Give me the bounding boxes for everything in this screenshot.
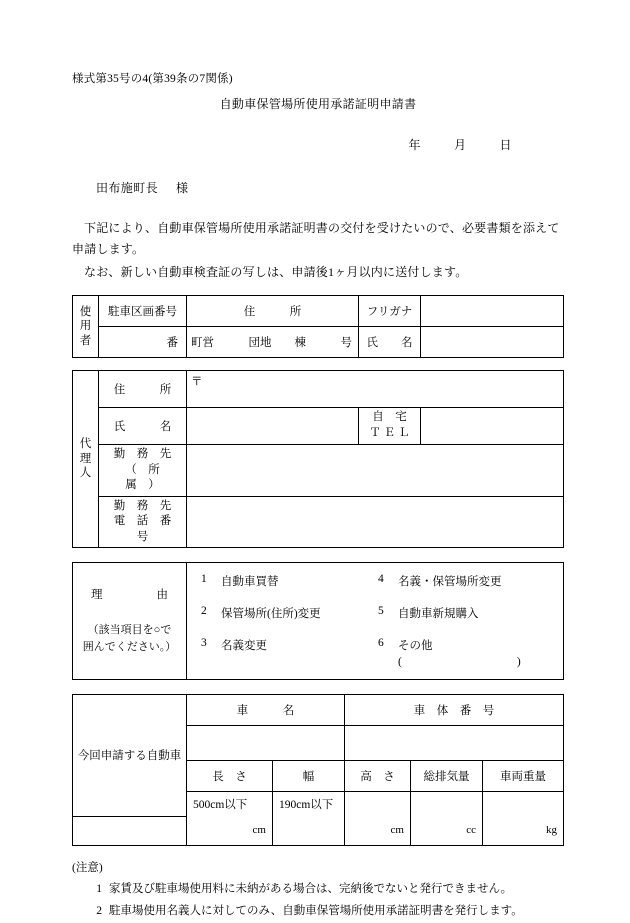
table-row (73, 445, 564, 497)
agent-name-label: 氏 名 (99, 408, 187, 445)
reason-option-number: 2 (201, 605, 207, 618)
spec-value-weight[interactable] (483, 792, 564, 817)
furigana-input[interactable] (421, 296, 564, 327)
reason-option-3[interactable] (201, 637, 378, 669)
spec-unit-displacement: cc (411, 816, 483, 845)
reason-label: 理 由 (90, 589, 179, 602)
agent-address-input[interactable]: 〒 (187, 371, 564, 408)
user-table (72, 295, 564, 358)
user-side-label: 使 用 者 (73, 296, 99, 358)
reason-option-label: 自動車買替 (221, 576, 279, 589)
car-side-label: 今回申請する自動車 (73, 695, 187, 817)
car-table (72, 694, 564, 846)
reason-option-6[interactable] (378, 637, 555, 669)
reason-option-label: 保管場所(住所)変更 (221, 608, 321, 621)
agent-workplace-input[interactable] (187, 445, 564, 497)
date-year: 年 (408, 138, 421, 152)
spec-header-width: 幅 (273, 761, 345, 792)
table-row (73, 816, 564, 845)
spec-unit-length: cm (187, 816, 273, 845)
spec-header-length: 長 さ (187, 761, 273, 792)
notes-section (72, 858, 564, 923)
name-input[interactable] (421, 327, 564, 358)
agent-work-tel-label: 勤 務 先 電 話 番 号 (99, 496, 187, 548)
reason-note-line-1: （該当項目を○で (87, 623, 172, 636)
note-number: 1 (96, 883, 102, 896)
agent-side-label: 代 理 人 (73, 371, 99, 548)
table-row (73, 327, 564, 358)
reason-option-number: 1 (201, 573, 207, 586)
form-number: 様式第35号の4(第39条の7関係) (72, 73, 233, 85)
furigana-label: フリガナ (359, 296, 421, 327)
table-row (73, 296, 564, 327)
spec-unit-width (273, 816, 345, 845)
table-row (73, 695, 564, 726)
note-text: 家賃及び駐車場使用料に未納がある場合は、完納後でないと発行できません。 (109, 883, 513, 896)
addressee-line (72, 179, 564, 196)
reason-note-line-2: 囲んでください。） (82, 641, 177, 654)
address-label: 住 所 (187, 296, 359, 327)
body-number-header: 車 体 番 号 (345, 695, 564, 726)
spec-header-height: 高 さ (345, 761, 411, 792)
spec-header-weight: 車両重量 (483, 761, 564, 792)
reason-option-label: その他( ) (397, 640, 521, 669)
agent-address-label: 住 所 (99, 371, 187, 408)
spec-unit-height: cm (345, 816, 411, 845)
reason-table (72, 562, 564, 680)
reason-option-4[interactable] (378, 573, 555, 589)
reason-option-5[interactable] (378, 605, 555, 621)
spec-value-width[interactable]: 190cm以下 (273, 792, 345, 817)
note-text: 駐車場使用名義人に対してのみ、自動車保管場所使用承諾証明書を発行します。 (109, 905, 523, 918)
addressee-name: 田布施町長 (96, 181, 159, 195)
body-paragraph-2: なお、新しい自動車検査証の写しは、申請後1ヶ月以内に送付します。 (84, 265, 468, 279)
document-title: 自動車保管場所使用承諾証明申請書 (219, 97, 417, 111)
body-number-input[interactable] (345, 726, 564, 761)
date-line (72, 136, 564, 153)
spec-unit-weight: kg (483, 816, 564, 845)
reason-option-label: 自動車新規購入 (398, 608, 479, 621)
addressee-honorific: 様 (176, 181, 189, 195)
reason-option-number: 4 (378, 573, 384, 586)
body-paragraph-1: 下記により、自動車保管場所使用承諾証明書の交付を受けたいので、必要書類を添えて申請します。 (72, 221, 560, 256)
car-name-header: 車 名 (187, 695, 345, 726)
table-row (73, 496, 564, 548)
lot-number-value[interactable]: 番 (99, 327, 187, 358)
address-value[interactable]: 町営 団地 棟 号 (187, 327, 359, 358)
reason-option-2[interactable] (201, 605, 378, 621)
notes-title: (注意) (72, 861, 103, 874)
reason-options-cell (187, 563, 564, 680)
agent-work-tel-input[interactable] (187, 496, 564, 548)
spec-header-displacement: 総排気量 (411, 761, 483, 792)
reason-options-grid (191, 565, 559, 677)
table-row (73, 408, 564, 445)
agent-workplace-label: 勤 務 先 （ 所 属 ） (99, 445, 187, 497)
reason-option-label: 名義・保管場所変更 (398, 576, 502, 589)
reason-option-1[interactable] (201, 573, 378, 589)
reason-option-number: 5 (378, 605, 384, 618)
spec-value-height[interactable] (345, 792, 411, 817)
spec-value-displacement[interactable] (411, 792, 483, 817)
agent-table (72, 370, 564, 548)
agent-home-tel-input[interactable] (421, 408, 564, 445)
spec-value-length[interactable]: 500cm以下 (187, 792, 273, 817)
reason-label-cell (73, 563, 187, 680)
lot-number-label: 駐車区画番号 (99, 296, 187, 327)
name-label: 氏 名 (359, 327, 421, 358)
agent-home-tel-label: 自 宅 Ｔ Ｅ Ｌ (359, 408, 421, 445)
table-row (73, 371, 564, 408)
note-item (72, 879, 564, 901)
note-item (72, 901, 564, 923)
car-name-input[interactable] (187, 726, 345, 761)
date-month: 月 (453, 138, 467, 152)
agent-name-input[interactable] (187, 408, 359, 445)
reason-option-number: 6 (378, 637, 384, 650)
reason-option-number: 3 (201, 637, 207, 650)
date-day: 日 (499, 138, 512, 152)
note-number: 2 (96, 905, 102, 918)
reason-option-label: 名義変更 (221, 640, 267, 653)
table-row (73, 563, 564, 680)
